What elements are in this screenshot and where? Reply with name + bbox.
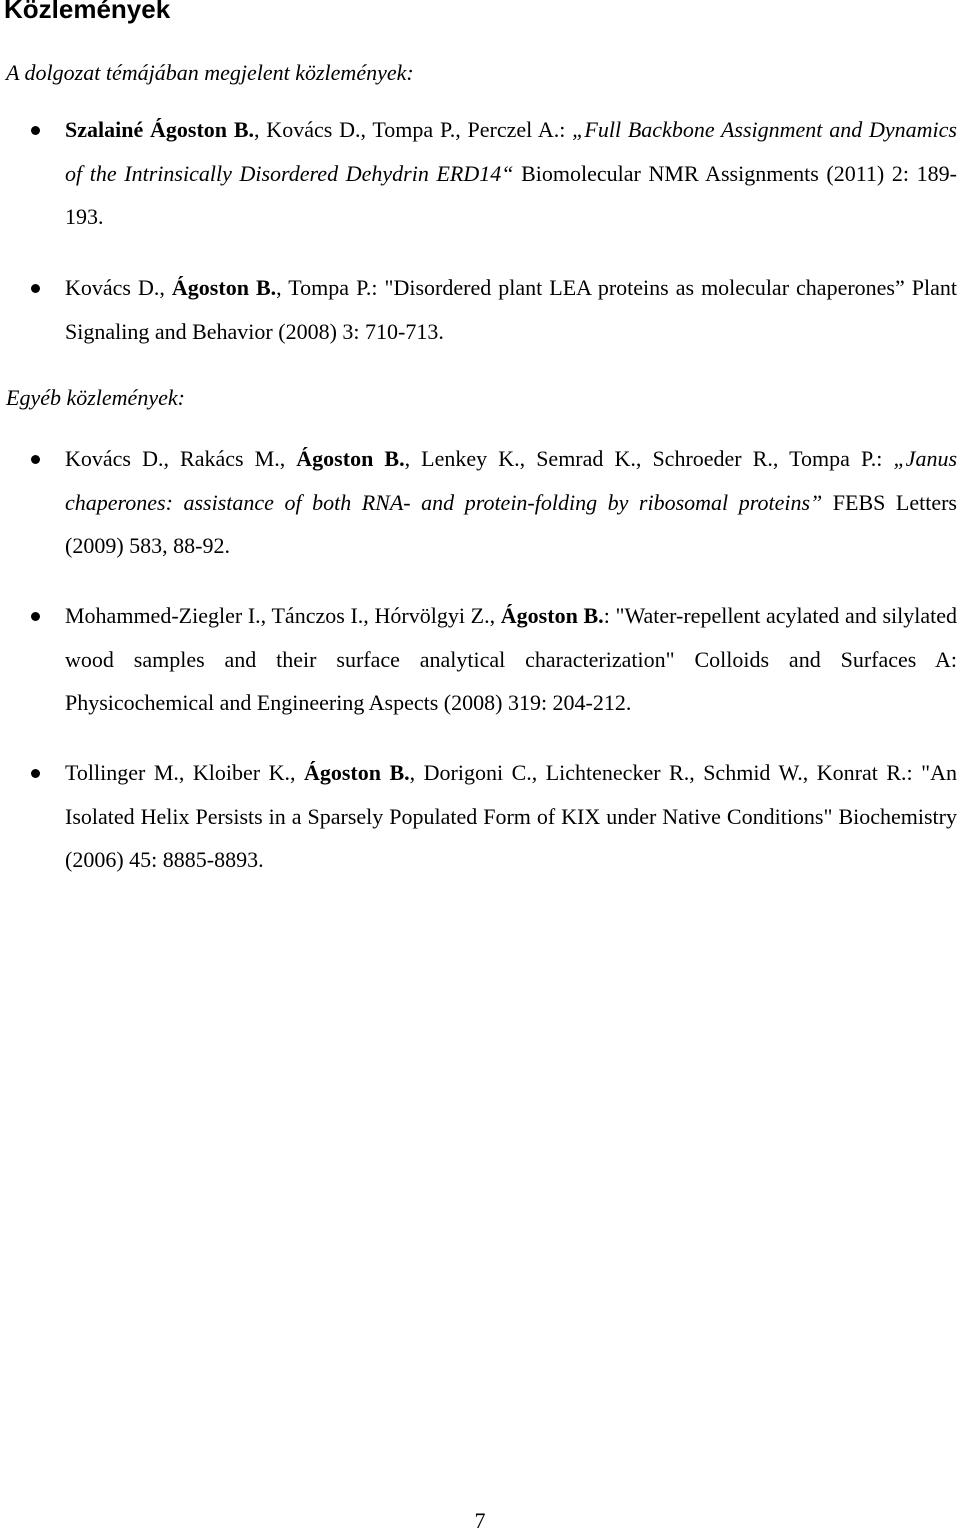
publication-authors: Kovács D., Rakács M., — [65, 446, 297, 471]
publication-authors: , Lenkey K., Semrad K., Schroeder R., Tompa P.: — [404, 446, 894, 471]
bullet-icon — [31, 455, 40, 464]
bullet-icon — [31, 284, 40, 293]
publication-authors: Kovács D., — [65, 275, 172, 300]
page-number: 7 — [474, 1508, 486, 1533]
publication-source: Biochemistry (2006) 45: 8885-8893. — [65, 803, 957, 872]
publication-author-highlight: Ágoston B. — [171, 275, 277, 300]
publication-entry — [65, 751, 957, 882]
publication-authors: , Dorigoni C., Lichtenecker R., Schmid W., Konrat R.: — [409, 760, 922, 785]
page-heading: Közlemények — [4, 0, 171, 24]
publication-source: Biomolecular NMR Assignments (2011) 2: 189-193. — [65, 160, 957, 229]
publication-authors: Tollinger M., Kloiber K., — [65, 760, 304, 785]
publication-title: "An Isolated Helix Persists in a Sparsely Populated Form of KIX under Native Conditions" — [65, 760, 957, 829]
publication-entry — [65, 108, 957, 239]
publication-author-highlight: Ágoston B. — [303, 760, 410, 785]
publication-authors: : — [603, 603, 616, 628]
publication-entry — [65, 266, 957, 353]
publication-author-highlight: Ágoston B. — [296, 446, 405, 471]
publication-title: „Janus chaperones: assistance of both RNA- and protein-folding by ribosomal proteins” — [65, 446, 957, 515]
publication-authors: , Tompa P.: — [276, 275, 385, 300]
section-title-other-publications: Egyéb közlemények: — [6, 385, 185, 410]
publication-author-highlight: Szalainé Ágoston B. — [65, 117, 255, 142]
publication-authors: , Kovács D., Tompa P., Perczel A.: — [254, 117, 573, 142]
publication-authors: Mohammed-Ziegler I., Tánczos I., Hórvölgyi Z., — [65, 603, 501, 628]
section-title-thesis-publications: A dolgozat témájában megjelent közlemények: — [6, 60, 414, 85]
bullet-icon — [31, 126, 40, 135]
publication-source: FEBS Letters (2009) 583, 88-92. — [65, 489, 957, 558]
publication-source: Plant Signaling and Behavior (2008) 3: 710-713. — [65, 275, 958, 344]
bullet-icon — [31, 612, 40, 621]
publication-entry — [65, 437, 957, 568]
publication-title: "Water-repellent acylated and silylated wood samples and their surface analytical characterization" — [65, 603, 957, 672]
publication-source: Colloids and Surfaces A: Physicochemical and Engineering Aspects (2008) 319: 204-212. — [65, 646, 957, 715]
publication-author-highlight: Ágoston B. — [500, 603, 604, 628]
bullet-icon — [31, 769, 40, 778]
publication-title: „Full Backbone Assignment and Dynamics of the Intrinsically Disordered Dehydrin ERD14“ — [65, 117, 957, 186]
publication-title: "Disordered plant LEA proteins as molecular chaperones” — [384, 275, 905, 300]
publication-entry — [65, 594, 957, 725]
